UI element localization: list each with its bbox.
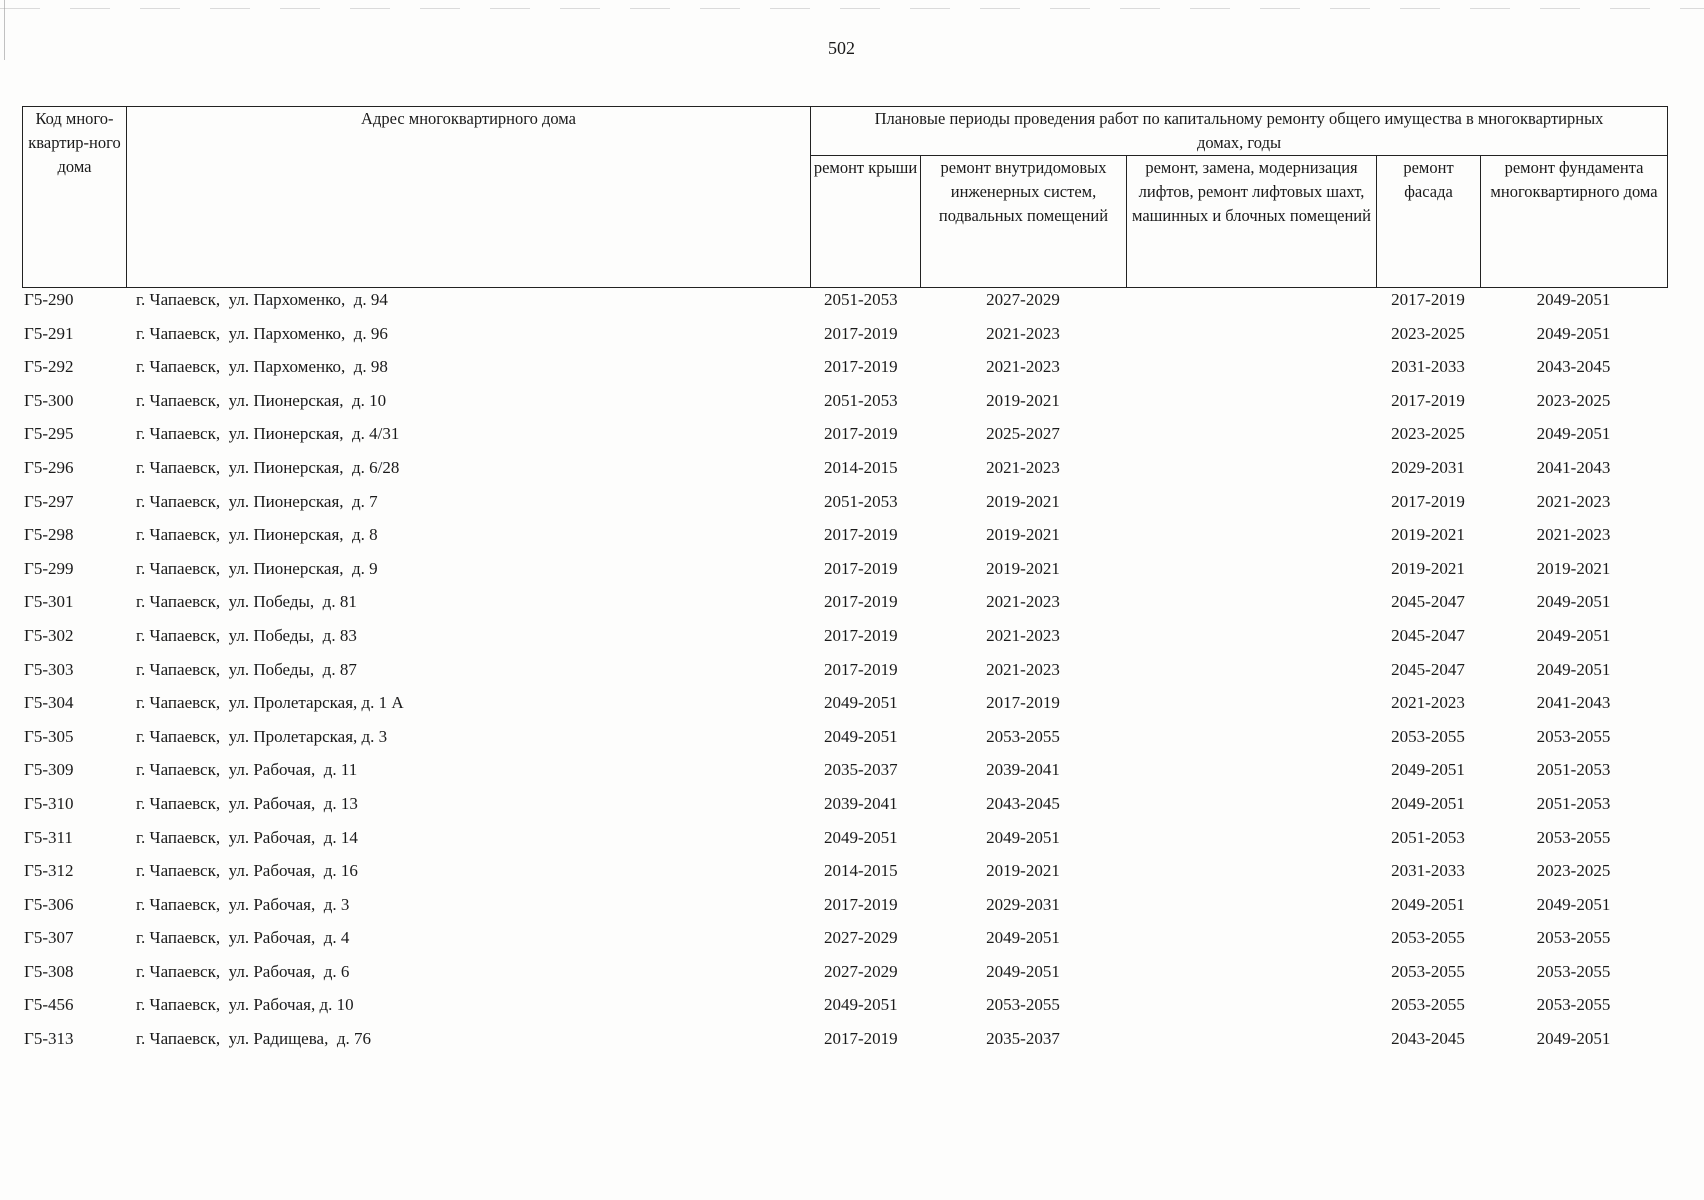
table-row	[22, 557, 1667, 591]
cell-roof: 2017-2019	[824, 894, 898, 914]
cell-facade: 2045-2047	[1391, 592, 1465, 612]
header-periods: Плановые периоды проведения работ по капитальному ремонту общего имущества в многоквартирных домах, годы	[811, 107, 1668, 156]
cell-code: Г5-312	[24, 861, 74, 881]
cell-engineering: 2021-2023	[986, 592, 1060, 612]
cell-address: г. Чапаевск, ул. Пионерская, д. 9	[136, 558, 378, 578]
cell-foundation: 2021-2023	[1536, 491, 1611, 511]
header-foundation: ремонт фундамента многоквартирного дома	[1481, 156, 1668, 288]
cell-facade: 2053-2055	[1391, 928, 1465, 948]
cell-code: Г5-296	[24, 457, 74, 477]
cell-engineering: 2021-2023	[986, 457, 1060, 477]
cell-engineering: 2049-2051	[986, 961, 1060, 981]
cell-code: Г5-290	[24, 290, 74, 309]
cell-code: Г5-309	[24, 760, 74, 780]
cell-engineering: 2017-2019	[986, 693, 1060, 713]
cell-engineering: 2019-2021	[986, 861, 1060, 881]
cell-foundation: 2049-2051	[1536, 323, 1611, 343]
cell-code: Г5-456	[24, 995, 74, 1015]
cell-code: Г5-295	[24, 424, 74, 444]
cell-roof: 2014-2015	[824, 861, 898, 881]
cell-engineering: 2021-2023	[986, 323, 1060, 343]
table-row	[22, 758, 1667, 792]
cell-foundation: 2051-2053	[1536, 760, 1611, 780]
cell-engineering: 2021-2023	[986, 357, 1060, 377]
cell-foundation: 2049-2051	[1536, 894, 1611, 914]
table-row	[22, 389, 1667, 423]
cell-address: г. Чапаевск, ул. Рабочая, д. 16	[136, 861, 358, 881]
cell-facade: 2019-2021	[1391, 558, 1465, 578]
cell-roof: 2049-2051	[824, 827, 898, 847]
header-roof: ремонт крыши	[811, 156, 921, 288]
cell-roof: 2035-2037	[824, 760, 898, 780]
cell-code: Г5-301	[24, 592, 74, 612]
cell-address: г. Чапаевск, ул. Победы, д. 83	[136, 625, 357, 645]
table-row	[22, 523, 1667, 557]
cell-code: Г5-303	[24, 659, 74, 679]
cell-engineering: 2035-2037	[986, 1029, 1060, 1049]
cell-address: г. Чапаевск, ул. Победы, д. 87	[136, 659, 357, 679]
cell-code: Г5-305	[24, 726, 74, 746]
cell-engineering: 2053-2055	[986, 726, 1060, 746]
header-engineering: ремонт внутридомовых инженерных систем, подвальных помещений	[921, 156, 1127, 288]
cell-foundation: 2023-2025	[1536, 390, 1611, 410]
cell-facade: 2017-2019	[1391, 290, 1465, 309]
header-lift: ремонт, замена, модернизация лифтов, ремонт лифтовых шахт, машинных и блочных помещений	[1127, 156, 1377, 288]
cell-engineering: 2019-2021	[986, 558, 1060, 578]
table-row	[22, 624, 1667, 658]
table-row	[22, 590, 1667, 624]
cell-roof: 2017-2019	[824, 558, 898, 578]
table-row	[22, 422, 1667, 456]
cell-address: г. Чапаевск, ул. Рабочая, д. 13	[136, 793, 358, 813]
cell-address: г. Чапаевск, ул. Пархоменко, д. 96	[136, 323, 388, 343]
cell-foundation: 2019-2021	[1536, 558, 1611, 578]
cell-code: Г5-292	[24, 357, 74, 377]
cell-address: г. Чапаевск, ул. Рабочая, д. 6	[136, 961, 350, 981]
cell-foundation: 2049-2051	[1536, 625, 1611, 645]
page-number: 502	[828, 38, 855, 58]
cell-roof: 2017-2019	[824, 625, 898, 645]
cell-facade: 2045-2047	[1391, 659, 1465, 679]
cell-roof: 2049-2051	[824, 726, 898, 746]
cell-foundation: 2041-2043	[1536, 693, 1611, 713]
cell-address: г. Чапаевск, ул. Рабочая, д. 10	[136, 995, 354, 1015]
table-row	[22, 960, 1667, 994]
cell-code: Г5-298	[24, 525, 74, 545]
table-row	[22, 322, 1667, 356]
cell-foundation: 2053-2055	[1536, 961, 1611, 981]
cell-facade: 2031-2033	[1391, 357, 1465, 377]
table-row	[22, 658, 1667, 692]
cell-address: г. Чапаевск, ул. Пионерская, д. 4/31	[136, 424, 400, 444]
header-code: Код много-квартир-ного дома	[23, 107, 127, 288]
table-row	[22, 355, 1667, 389]
header-address: Адрес многоквартирного дома	[127, 107, 811, 288]
cell-address: г. Чапаевск, ул. Пролетарская, д. 3	[136, 726, 388, 746]
cell-address: г. Чапаевск, ул. Рабочая, д. 3	[136, 894, 350, 914]
cell-engineering: 2029-2031	[986, 894, 1060, 914]
cell-roof: 2017-2019	[824, 323, 898, 343]
scan-edge-top	[0, 8, 1704, 9]
cell-roof: 2027-2029	[824, 961, 898, 981]
cell-foundation: 2049-2051	[1536, 1029, 1611, 1049]
table-row	[22, 893, 1667, 927]
cell-code: Г5-291	[24, 323, 74, 343]
cell-foundation: 2049-2051	[1536, 424, 1611, 444]
cell-facade: 2049-2051	[1391, 760, 1465, 780]
cell-roof: 2017-2019	[824, 1029, 898, 1049]
cell-roof: 2017-2019	[824, 525, 898, 545]
cell-roof: 2051-2053	[824, 290, 898, 309]
cell-code: Г5-300	[24, 390, 74, 410]
cell-foundation: 2049-2051	[1536, 659, 1611, 679]
cell-address: г. Чапаевск, ул. Радищева, д. 76	[136, 1029, 371, 1049]
cell-engineering: 2027-2029	[986, 290, 1060, 309]
cell-address: г. Чапаевск, ул. Рабочая, д. 4	[136, 928, 350, 948]
scan-edge-left	[4, 0, 5, 60]
cell-code: Г5-299	[24, 558, 74, 578]
cell-roof: 2051-2053	[824, 390, 898, 410]
cell-address: г. Чапаевск, ул. Пионерская, д. 8	[136, 525, 378, 545]
cell-facade: 2017-2019	[1391, 390, 1465, 410]
cell-code: Г5-306	[24, 894, 74, 914]
cell-facade: 2045-2047	[1391, 625, 1465, 645]
table-row	[22, 826, 1667, 860]
cell-facade: 2053-2055	[1391, 995, 1465, 1015]
cell-roof: 2017-2019	[824, 659, 898, 679]
header-facade: ремонт фасада	[1377, 156, 1481, 288]
cell-foundation: 2041-2043	[1536, 457, 1611, 477]
cell-engineering: 2049-2051	[986, 928, 1060, 948]
cell-roof: 2017-2019	[824, 592, 898, 612]
cell-facade: 2049-2051	[1391, 793, 1465, 813]
table-row	[22, 691, 1667, 725]
cell-code: Г5-311	[24, 827, 73, 847]
cell-address: г. Чапаевск, ул. Пионерская, д. 10	[136, 390, 387, 410]
cell-engineering: 2039-2041	[986, 760, 1060, 780]
cell-engineering: 2019-2021	[986, 390, 1060, 410]
cell-address: г. Чапаевск, ул. Рабочая, д. 14	[136, 827, 358, 847]
cell-facade: 2017-2019	[1391, 491, 1465, 511]
table-row	[22, 859, 1667, 893]
table-row	[22, 993, 1667, 1027]
cell-facade: 2049-2051	[1391, 894, 1465, 914]
cell-code: Г5-297	[24, 491, 74, 511]
cell-roof: 2049-2051	[824, 995, 898, 1015]
cell-foundation: 2043-2045	[1536, 357, 1611, 377]
cell-roof: 2017-2019	[824, 357, 898, 377]
cell-engineering: 2021-2023	[986, 659, 1060, 679]
cell-facade: 2031-2033	[1391, 861, 1465, 881]
cell-facade: 2053-2055	[1391, 961, 1465, 981]
cell-code: Г5-304	[24, 693, 74, 713]
cell-foundation: 2023-2025	[1536, 861, 1611, 881]
table-row	[22, 1027, 1667, 1061]
cell-address: г. Чапаевск, ул. Пархоменко, д. 94	[136, 290, 388, 309]
table-row	[22, 725, 1667, 759]
cell-facade: 2053-2055	[1391, 726, 1465, 746]
cell-foundation: 2053-2055	[1536, 726, 1611, 746]
cell-facade: 2023-2025	[1391, 424, 1465, 444]
cell-engineering: 2053-2055	[986, 995, 1060, 1015]
cell-foundation: 2053-2055	[1536, 827, 1611, 847]
cell-foundation: 2049-2051	[1536, 290, 1611, 309]
cell-address: г. Чапаевск, ул. Победы, д. 81	[136, 592, 357, 612]
cell-roof: 2051-2053	[824, 491, 898, 511]
table-row	[22, 792, 1667, 826]
table-row	[22, 288, 1667, 322]
cell-foundation: 2021-2023	[1536, 525, 1611, 545]
cell-roof: 2017-2019	[824, 424, 898, 444]
capital-repair-schedule	[22, 106, 1668, 1061]
cell-code: Г5-313	[24, 1029, 74, 1049]
cell-code: Г5-310	[24, 793, 74, 813]
table-row	[22, 456, 1667, 490]
cell-facade: 2021-2023	[1391, 693, 1465, 713]
cell-facade: 2043-2045	[1391, 1029, 1465, 1049]
cell-address: г. Чапаевск, ул. Пионерская, д. 6/28	[136, 457, 400, 477]
cell-facade: 2023-2025	[1391, 323, 1465, 343]
cell-facade: 2051-2053	[1391, 827, 1465, 847]
cell-address: г. Чапаевск, ул. Пролетарская, д. 1 А	[136, 693, 404, 713]
table-body	[22, 288, 1667, 1061]
cell-engineering: 2019-2021	[986, 525, 1060, 545]
cell-roof: 2027-2029	[824, 928, 898, 948]
table-row	[22, 490, 1667, 524]
cell-engineering: 2049-2051	[986, 827, 1060, 847]
cell-engineering: 2019-2021	[986, 491, 1060, 511]
cell-foundation: 2049-2051	[1536, 592, 1611, 612]
cell-engineering: 2043-2045	[986, 793, 1060, 813]
cell-foundation: 2051-2053	[1536, 793, 1611, 813]
cell-facade: 2019-2021	[1391, 525, 1465, 545]
table-row	[22, 926, 1667, 960]
cell-code: Г5-308	[24, 961, 74, 981]
cell-roof: 2014-2015	[824, 457, 898, 477]
cell-engineering: 2021-2023	[986, 625, 1060, 645]
cell-code: Г5-307	[24, 928, 74, 948]
cell-foundation: 2053-2055	[1536, 995, 1611, 1015]
cell-facade: 2029-2031	[1391, 457, 1465, 477]
cell-code: Г5-302	[24, 625, 74, 645]
cell-engineering: 2025-2027	[986, 424, 1060, 444]
cell-address: г. Чапаевск, ул. Пионерская, д. 7	[136, 491, 378, 511]
cell-roof: 2049-2051	[824, 693, 898, 713]
cell-foundation: 2053-2055	[1536, 928, 1611, 948]
table-header	[22, 106, 1668, 288]
cell-address: г. Чапаевск, ул. Пархоменко, д. 98	[136, 357, 388, 377]
cell-address: г. Чапаевск, ул. Рабочая, д. 11	[136, 760, 358, 780]
cell-roof: 2039-2041	[824, 793, 898, 813]
